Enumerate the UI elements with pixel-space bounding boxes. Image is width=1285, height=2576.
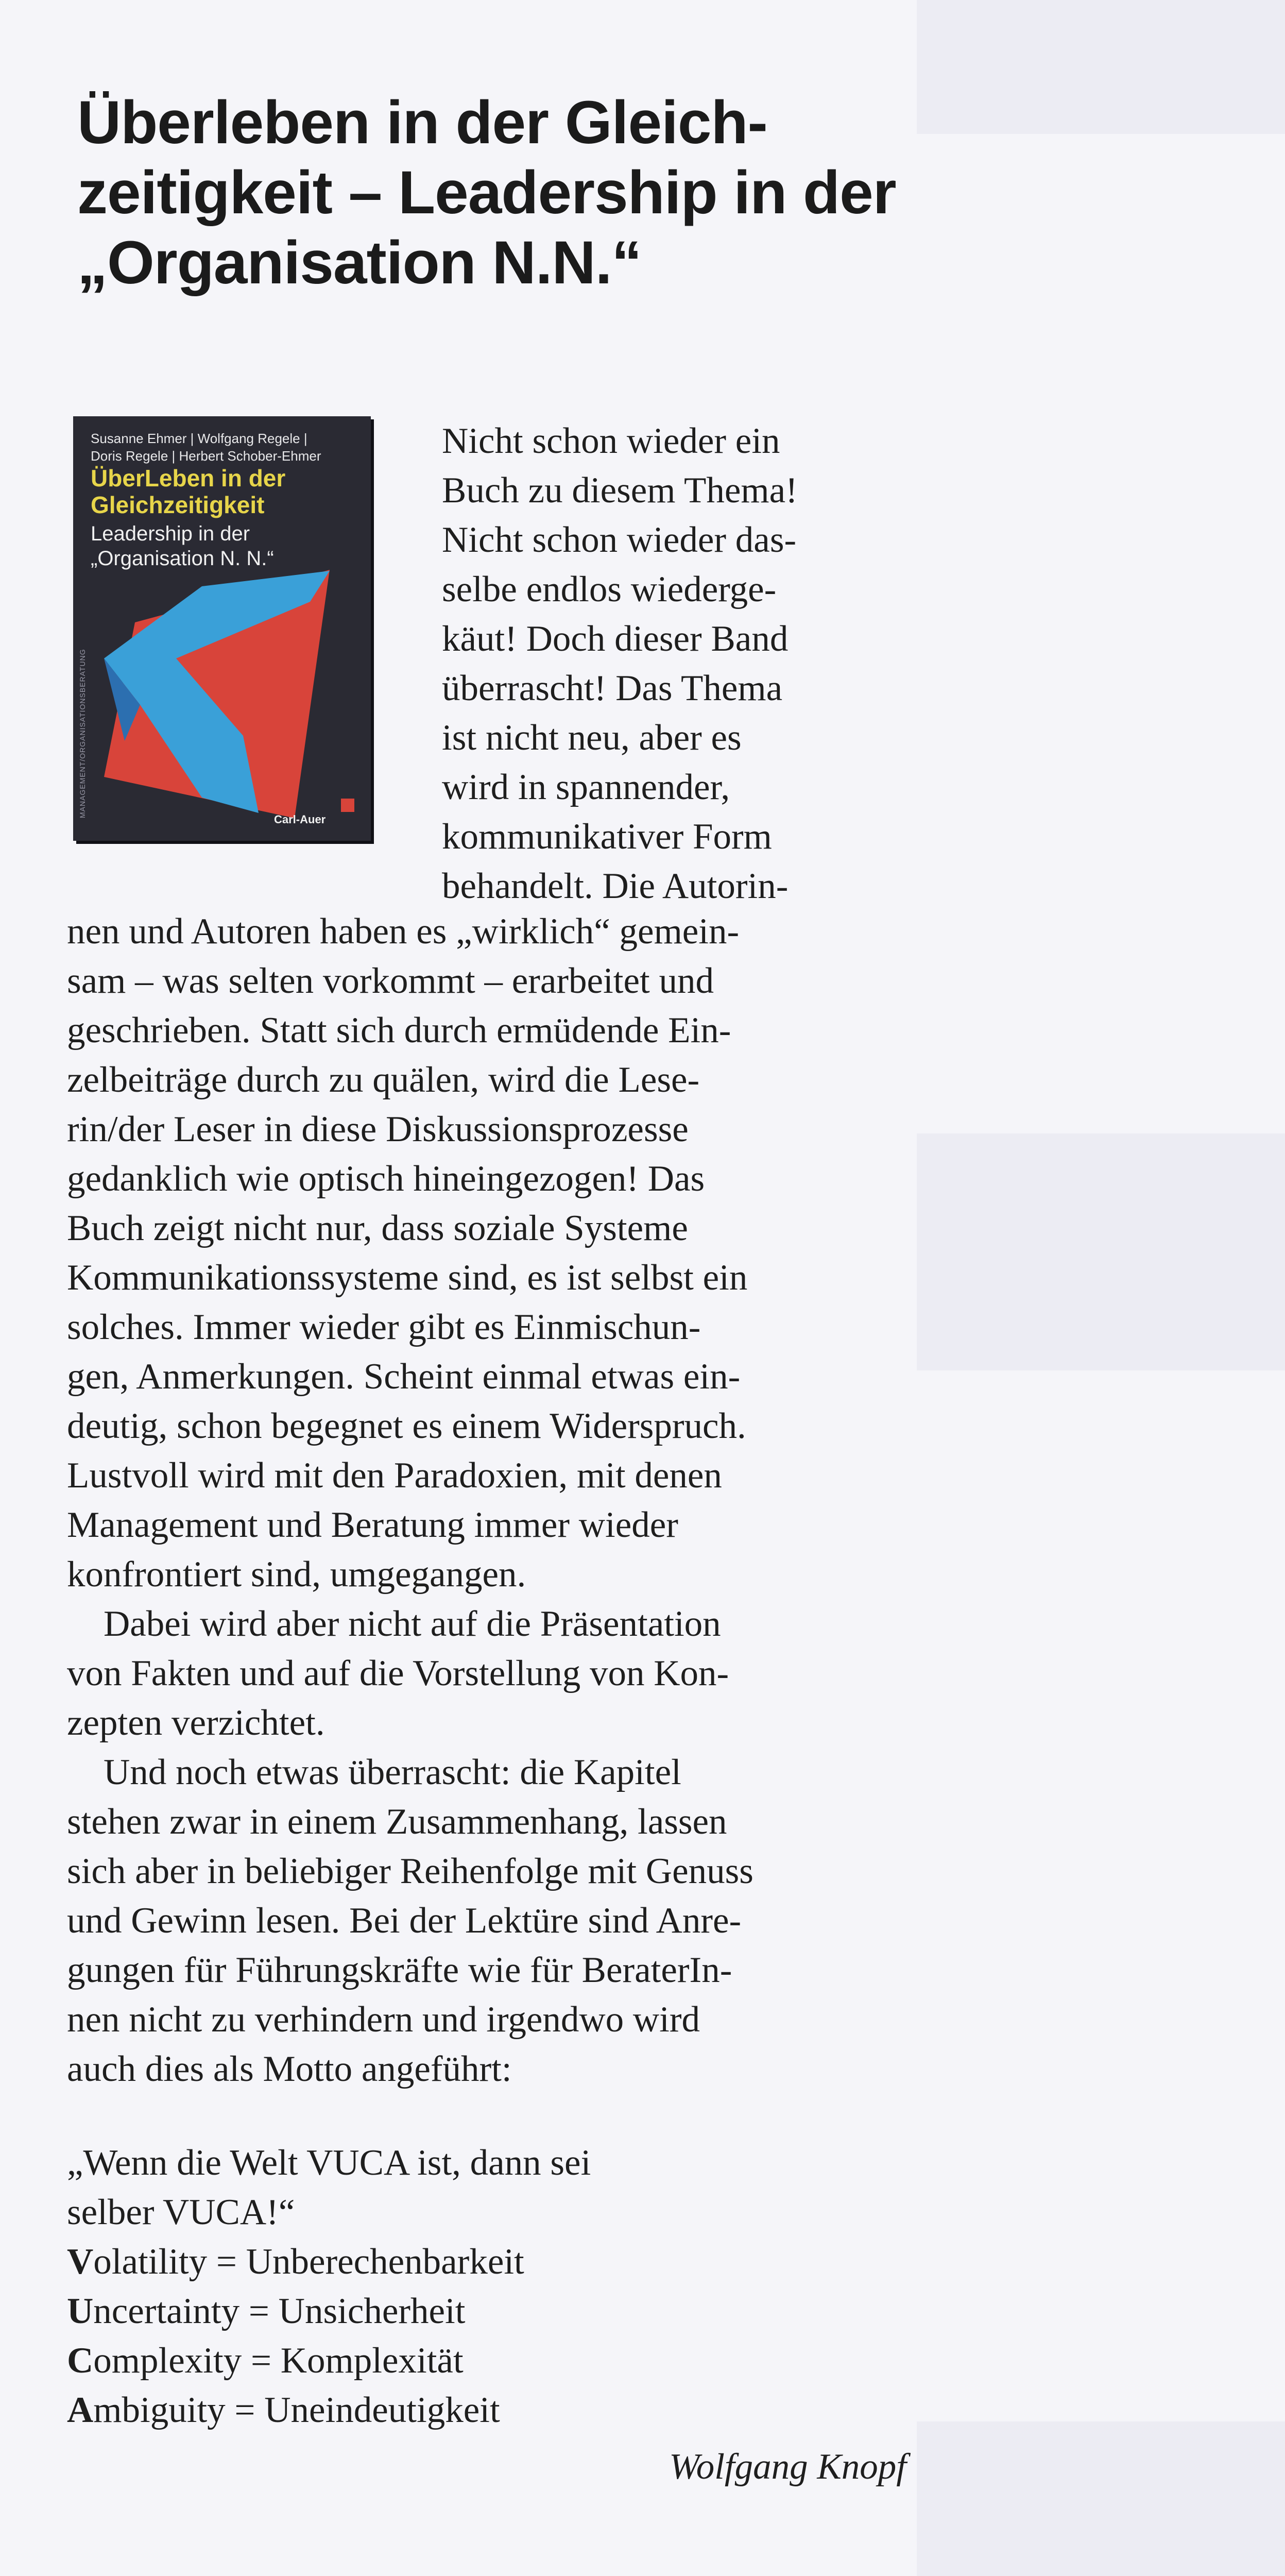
text-line: rin/der Leser in diese Diskussionsprozesse [67, 1109, 689, 1149]
text-line: käut! Doch dieser Band [442, 619, 789, 659]
cover-title-line: ÜberLeben in der [91, 465, 286, 492]
title-line: Überleben in der Gleich- [77, 89, 767, 157]
cover-title-line: Gleichzeitigkeit [91, 492, 265, 518]
cover-subtitle-line: Leadership in der [91, 522, 250, 545]
text-line: und Gewinn lesen. Bei der Lektüre sind Anre- [67, 1901, 742, 1941]
vuca-item [67, 2286, 917, 2336]
title-line: zeitigkeit – Leadership in der [77, 159, 896, 227]
quote-line: selber VUCA!“ [67, 2192, 295, 2232]
author-signature: Wolfgang Knopf [669, 2447, 906, 2487]
vuca-rest: mbiguity = Uneindeutigkeit [93, 2390, 500, 2430]
cover-subtitle [91, 521, 358, 571]
vuca-list [67, 2237, 917, 2435]
title-line: „Organisation N.N.“ [77, 229, 642, 297]
cover-publisher: Carl-Auer [274, 813, 326, 826]
vuca-item [67, 2237, 917, 2286]
text-line: gedanklich wie optisch hineingezogen! Das [67, 1159, 705, 1199]
text-line: Kommunikationssysteme sind, es ist selbst ein [67, 1258, 748, 1298]
text-line: Buch zu diesem Thema! [442, 470, 798, 511]
article-body-wide [67, 907, 906, 2094]
cover-title [91, 465, 358, 518]
book-cover [73, 416, 371, 841]
vuca-initial: A [67, 2390, 94, 2430]
text-line: von Fakten und auf die Vorstellung von Kon- [67, 1653, 729, 1693]
article-body-narrow [442, 416, 905, 911]
vuca-item [67, 2336, 917, 2385]
text-line: gungen für Führungskräfte wie für BeraterIn- [67, 1950, 732, 1990]
vuca-initial: U [67, 2291, 94, 2331]
cover-author-line: Doris Regele | Herbert Schober-Ehmer [91, 448, 321, 464]
cover-authors [91, 430, 358, 465]
vuca-rest: olatility = Unberechenbarkeit [93, 2242, 524, 2282]
publisher-logo-icon [341, 799, 354, 812]
cover-series-text: MANAGEMENT/ORGANISATIONSBERATUNG [78, 649, 87, 818]
text-line: selbe endlos wiederge- [442, 569, 777, 609]
vuca-item [67, 2385, 917, 2435]
motto-quote [67, 2138, 917, 2435]
text-line: geschrieben. Statt sich durch ermüdende Ein- [67, 1010, 731, 1050]
text-line: Buch zeigt nicht nur, dass soziale Systeme [67, 1208, 688, 1248]
cover-author-line: Susanne Ehmer | Wolfgang Regele | [91, 431, 307, 446]
vuca-rest: omplexity = Komplexität [93, 2341, 464, 2381]
text-line: stehen zwar in einem Zusammenhang, lassen [67, 1802, 727, 1842]
text-line: Und noch etwas überrascht: die Kapitel [67, 1752, 681, 1792]
text-line: Nicht schon wieder das- [442, 520, 797, 560]
text-line: zepten verzichtet. [67, 1703, 325, 1743]
text-line: Dabei wird aber nicht auf die Präsentation [67, 1604, 721, 1644]
text-line: Management und Beratung immer wieder [67, 1505, 678, 1545]
text-line: auch dies als Motto angeführt: [67, 2049, 512, 2089]
text-line: sam – was selten vorkommt – erarbeitet und [67, 961, 714, 1001]
vuca-initial: C [67, 2341, 94, 2381]
ghost-block [917, 2421, 1285, 2576]
cover-subtitle-line: „Organisation N. N.“ [91, 547, 274, 570]
ghost-block [917, 0, 1285, 134]
text-line: nen und Autoren haben es „wirklich“ gemein- [67, 911, 740, 952]
text-line: kommunikativer Form [442, 817, 772, 857]
text-line: ist nicht neu, aber es [442, 718, 742, 758]
ghost-block [917, 1133, 1285, 1370]
text-line: nen nicht zu verhindern und irgendwo wird [67, 1999, 700, 2040]
text-line: Nicht schon wieder ein [442, 421, 780, 461]
text-line: gen, Anmerkungen. Scheint einmal etwas ein- [67, 1357, 741, 1397]
quote-line: „Wenn die Welt VUCA ist, dann sei [67, 2143, 591, 2183]
text-line: sich aber in beliebiger Reihenfolge mit Genuss [67, 1851, 753, 1891]
text-line: behandelt. Die Autorin- [442, 866, 789, 906]
text-line: Lustvoll wird mit den Paradoxien, mit denen [67, 1455, 722, 1496]
text-line: zelbeiträge durch zu quälen, wird die Lese- [67, 1060, 700, 1100]
text-line: wird in spannender, [442, 767, 730, 807]
text-line: solches. Immer wieder gibt es Einmischun- [67, 1307, 701, 1347]
text-line: deutig, schon begegnet es einem Widerspruch. [67, 1406, 746, 1446]
text-line: überrascht! Das Thema [442, 668, 783, 708]
text-line: konfrontiert sind, umgegangen. [67, 1554, 526, 1595]
article-title [77, 88, 953, 298]
vuca-rest: ncertainty = Unsicherheit [93, 2291, 466, 2331]
vuca-initial: V [67, 2242, 94, 2282]
